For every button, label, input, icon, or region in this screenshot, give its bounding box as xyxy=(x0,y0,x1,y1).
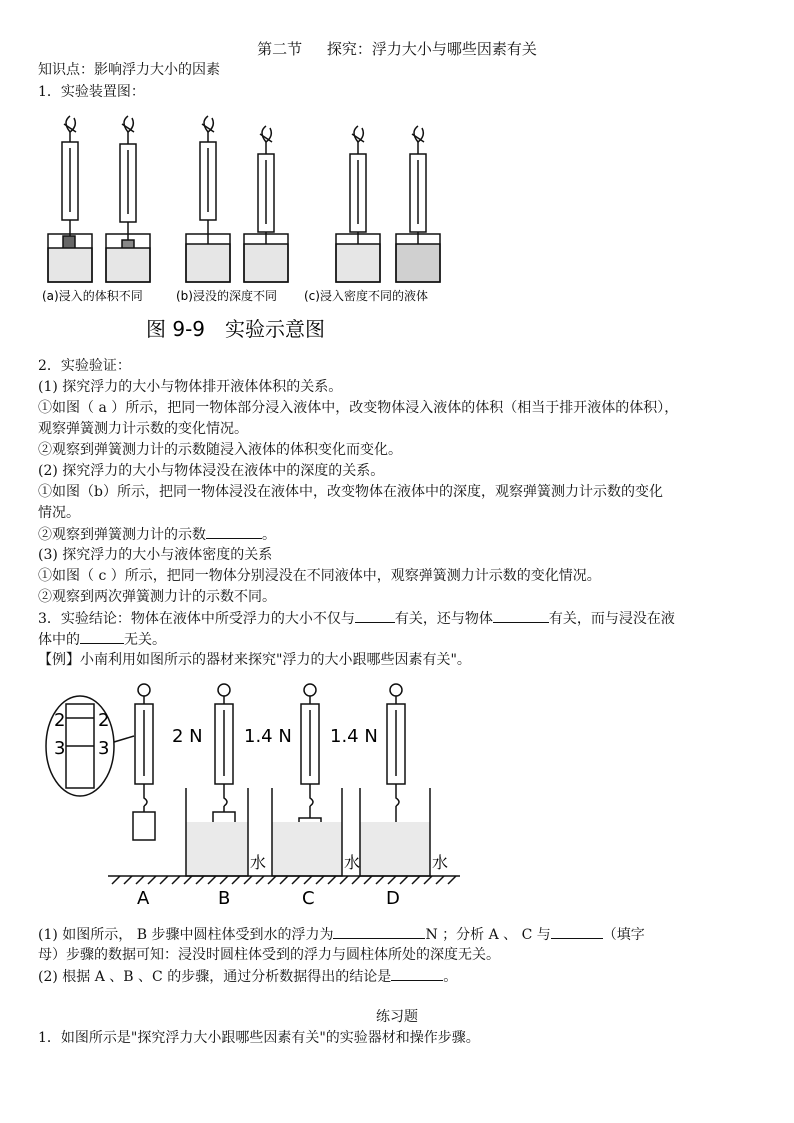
knowledge-point: 知识点：影响浮力大小的因素 xyxy=(38,62,220,78)
water-label-d: 水 xyxy=(432,853,449,872)
section-title: 探究：浮力大小与哪些因素有关 xyxy=(326,40,537,58)
part2-step1: ①如图（b）所示，把同一物体浸没在液体中，改变物体在液体中的深度，观察弹簧测力计示数的变化 xyxy=(38,484,663,500)
part2-heading: (2) 探究浮力的大小与物体浸没在液体中的深度的关系。 xyxy=(38,463,385,479)
apparatus-figure xyxy=(36,112,476,344)
example-intro: 【例】小南利用如图所示的器材来探究"浮力的大小跟哪些因素有关"。 xyxy=(38,652,471,668)
page-title xyxy=(0,38,794,59)
label-d: D xyxy=(386,888,400,909)
ground xyxy=(108,876,460,884)
blank-3[interactable] xyxy=(493,608,549,623)
water-label-c: 水 xyxy=(344,853,361,872)
blank-2[interactable] xyxy=(355,608,395,623)
item-2: 2．实验验证： xyxy=(38,358,131,374)
blank-5[interactable] xyxy=(333,924,425,939)
reading-c: 1.4 N xyxy=(244,726,292,747)
caption-c: (c)浸入密度不同的液体 xyxy=(304,289,428,303)
reading-d: 1.4 N xyxy=(330,726,378,747)
blank-1[interactable] xyxy=(206,524,262,539)
question-1: (1) 如图所示， B 步骤中圆柱体受到水的浮力为 N ；分析 A 、 C 与 （填字 xyxy=(38,924,764,945)
part1-step1: ①如图（ a ）所示，把同一物体部分浸入液体中，改变物体浸入液体的体积（相当于排开液体的体积）， xyxy=(38,400,679,416)
part1-step1-cont: 观察弹簧测力计示数的变化情况。 xyxy=(38,421,248,437)
question-2: (2) 根据 A 、B 、C 的步骤，通过分析数据得出的结论是 。 xyxy=(38,966,764,987)
part3-step1: ①如图（ c ）所示，把同一物体分别浸没在不同液体中，观察弹簧测力计示数的变化情况。 xyxy=(38,568,601,584)
label-c: C xyxy=(302,888,315,909)
scale-2-left: 2 xyxy=(54,710,66,731)
scale-3-left: 3 xyxy=(54,738,66,759)
example-figure xyxy=(40,676,480,910)
label-a: A xyxy=(137,888,150,909)
item-1: 1．实验装置图： xyxy=(38,84,145,100)
part2-step2: ②观察到弹簧测力计的示数 。 xyxy=(38,524,764,545)
part3-step2: ②观察到两次弹簧测力计的示数不同。 xyxy=(38,589,276,605)
reading-b: 2 N xyxy=(172,726,203,747)
section-label: 第二节 xyxy=(257,40,303,58)
caption-b: (b)浸没的深度不同 xyxy=(176,289,277,303)
conclusion-line2: 体中的 无关。 xyxy=(38,629,764,650)
blank-4[interactable] xyxy=(80,629,124,644)
scale-3-right: 3 xyxy=(98,738,110,759)
part1-step2: ②观察到弹簧测力计的示数随浸入液体的体积变化而变化。 xyxy=(38,442,402,458)
part3-heading: (3) 探究浮力的大小与液体密度的关系 xyxy=(38,547,273,563)
label-b: B xyxy=(218,888,231,909)
scale-2-right: 2 xyxy=(98,710,110,731)
caption-a: (a)浸入的体积不同 xyxy=(42,289,143,303)
blank-6[interactable] xyxy=(551,924,603,939)
figure-title: 图 9-9 实验示意图 xyxy=(146,317,326,341)
water-label-b: 水 xyxy=(250,853,267,872)
blank-7[interactable] xyxy=(391,966,443,981)
exercises-heading: 练习题 xyxy=(376,1009,418,1025)
exercise-1: 1．如图所示是"探究浮力大小跟哪些因素有关"的实验器材和操作步骤。 xyxy=(38,1030,480,1046)
containers xyxy=(186,788,430,876)
beakers xyxy=(48,234,440,282)
part2-step1-cont: 情况。 xyxy=(38,505,80,521)
part1-heading: (1) 探究浮力的大小与物体排开液体体积的关系。 xyxy=(38,379,343,395)
question-1-cont: 母）步骤的数据可知：浸没时圆柱体受到的浮力与圆柱体所处的深度无关。 xyxy=(38,947,500,963)
conclusion-line1: 3．实验结论：物体在液体中所受浮力的大小不仅与 有关，还与物体 有关，而与浸没在液 xyxy=(38,608,764,629)
